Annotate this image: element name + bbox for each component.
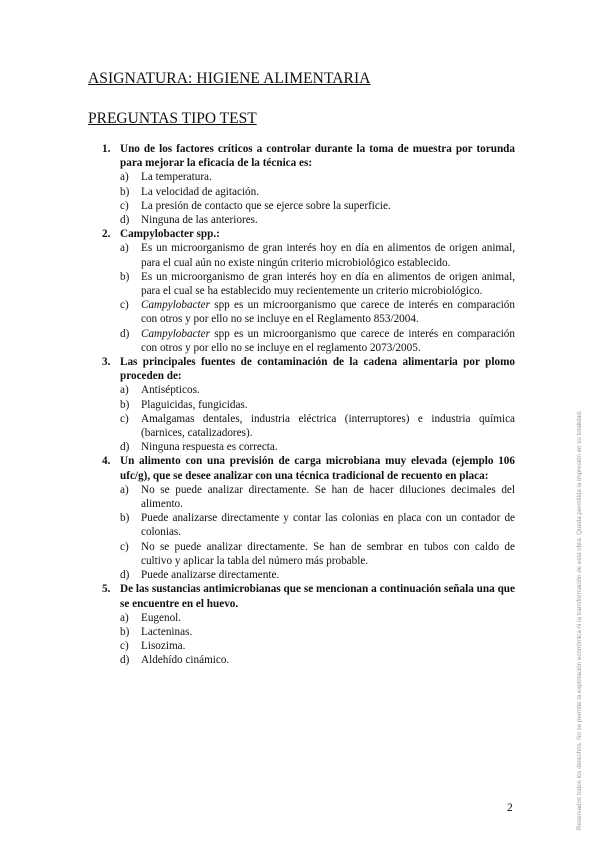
page-number: 2 xyxy=(507,802,513,814)
subject-heading: ASIGNATURA: HIGIENE ALIMENTARIA xyxy=(88,70,371,87)
option-text xyxy=(141,214,258,226)
answer-option xyxy=(120,412,515,440)
option-text xyxy=(141,541,515,567)
option-letter: b) xyxy=(120,398,130,411)
question-item xyxy=(88,582,515,667)
option-body: Lisozima. xyxy=(141,640,186,653)
option-text xyxy=(141,200,391,212)
answer-options xyxy=(120,383,515,454)
option-body: spp es un microorganismo que carece de interés en comparación con otros y por ello no se incluye en el Reglamento 853/2004. xyxy=(141,299,515,326)
option-letter: b) xyxy=(120,625,130,638)
option-letter: d) xyxy=(120,569,130,582)
answer-option xyxy=(120,440,515,454)
answer-option xyxy=(120,199,515,213)
option-letter: d) xyxy=(120,214,130,227)
option-letter: b) xyxy=(120,270,130,283)
question-text: Las principales fuentes de contaminación de la cadena alimentaria por plomo proceden de: xyxy=(120,356,515,383)
answer-options xyxy=(120,611,515,668)
answer-option xyxy=(120,511,515,539)
option-letter: c) xyxy=(120,299,129,312)
option-text xyxy=(141,654,229,666)
option-letter: c) xyxy=(120,540,129,553)
option-letter: d) xyxy=(120,441,130,454)
option-body: Es un microorganismo de gran interés hoy en día en alimentos de origen animal, para el cual aún no existe ningún criterio microbiológico establecido. xyxy=(141,242,515,269)
option-text xyxy=(141,299,515,325)
option-body: spp es un microorganismo que carece de interés en comparación con otros y por ello no se incluye en el reglamento 2073/2005. xyxy=(141,327,515,354)
question-item xyxy=(88,454,515,582)
question-number: 3. xyxy=(102,356,111,369)
option-body: Puede analizarse directamente. xyxy=(141,569,280,582)
question-text: Uno de los factores críticos a controlar durante la toma de muestra por torunda para mejorar la eficacia de la técnica es: xyxy=(120,143,515,170)
option-letter: d) xyxy=(120,327,130,340)
option-body: Puede analizarse directamente y contar las colonias en placa con un contador de colonias. xyxy=(141,512,515,539)
option-text xyxy=(141,328,515,354)
option-body: Eugenol. xyxy=(141,611,182,624)
option-body: Lacteninas. xyxy=(141,625,193,638)
answer-option xyxy=(120,170,515,184)
option-letter: a) xyxy=(120,171,129,184)
answer-options xyxy=(120,241,515,355)
question-text: Campylobacter spp.: xyxy=(120,228,220,241)
option-text xyxy=(141,569,279,581)
question-number: 5. xyxy=(102,583,111,596)
answer-option xyxy=(120,270,515,298)
option-letter: a) xyxy=(120,611,129,624)
answer-option xyxy=(120,639,515,653)
question-item xyxy=(88,142,515,227)
answer-option xyxy=(120,483,515,511)
option-text xyxy=(141,384,200,396)
option-text xyxy=(141,484,515,510)
option-letter: a) xyxy=(120,242,129,255)
option-letter: a) xyxy=(120,384,129,397)
option-text xyxy=(141,512,515,538)
option-body: Ninguna respuesta es correcta. xyxy=(141,441,278,454)
option-body: Ninguna de las anteriores. xyxy=(141,214,258,227)
answer-option xyxy=(120,540,515,568)
option-letter: d) xyxy=(120,654,130,667)
option-letter: b) xyxy=(120,185,130,198)
answer-option xyxy=(120,213,515,227)
option-letter: c) xyxy=(120,640,129,653)
option-italic-term: Campylobacter xyxy=(141,299,210,312)
option-text xyxy=(141,640,185,652)
option-text xyxy=(141,612,181,624)
option-body: Aldehído cinámico. xyxy=(141,654,230,667)
option-letter: c) xyxy=(120,199,129,212)
answer-option xyxy=(120,625,515,639)
question-list xyxy=(88,142,515,668)
option-body: Antisépticos. xyxy=(141,384,200,397)
option-text xyxy=(141,626,192,638)
question-text: De las sustancias antimicrobianas que se mencionan a continuación señala una que se encuentre en el huevo. xyxy=(120,583,515,610)
option-body: La temperatura. xyxy=(141,171,212,184)
option-body: Amalgamas dentales, industria eléctrica (interruptores) e industria química (barnices, catalizadores). xyxy=(141,412,515,440)
option-text xyxy=(141,399,248,411)
answer-option xyxy=(120,327,515,355)
option-text xyxy=(141,413,515,439)
answer-option xyxy=(120,298,515,326)
question-number: 1. xyxy=(102,143,111,155)
question-item xyxy=(88,227,515,355)
option-text xyxy=(141,441,278,453)
option-body: Es un microorganismo de gran interés hoy en día en alimentos de origen animal, para el cual se ha establecido muy recientemente un criterio microbiológico. xyxy=(141,270,515,298)
option-body: No se puede analizar directamente. Se han de sembrar en tubos con caldo de cultivo y aplicar la tabla del número más probable. xyxy=(141,540,515,567)
option-body: No se puede analizar directamente. Se han de hacer diluciones decimales del alimento. xyxy=(141,483,515,511)
option-body: La presión de contacto que se ejerce sobre la superficie. xyxy=(141,199,391,212)
answer-option xyxy=(120,653,515,667)
option-letter: c) xyxy=(120,412,129,425)
option-body: La velocidad de agitación. xyxy=(141,185,260,198)
answer-option xyxy=(120,611,515,625)
answer-option xyxy=(120,568,515,582)
option-text xyxy=(141,271,515,297)
answer-option xyxy=(120,185,515,199)
option-italic-term: Campylobacter xyxy=(141,327,210,340)
option-text xyxy=(141,186,259,198)
answer-option xyxy=(120,241,515,269)
question-text: Un alimento con una previsión de carga microbiana muy elevada (ejemplo 106 ufc/g), que se desee analizar con una técnica tradicional de recuento en placa: xyxy=(120,455,515,482)
question-number: 2. xyxy=(102,228,111,241)
option-body: Plaguicidas, fungicidas. xyxy=(141,398,248,411)
question-item xyxy=(88,355,515,454)
option-letter: b) xyxy=(120,512,130,525)
rights-notice: Reservados todos los derechos. No se permite la explotación económica ni la transformación de esta obra. Queda permitida la impresión en su totalidad. xyxy=(576,410,583,830)
option-text xyxy=(141,171,212,183)
option-text xyxy=(141,242,515,268)
answer-options xyxy=(120,170,515,227)
section-heading: PREGUNTAS TIPO TEST xyxy=(88,110,257,127)
answer-option xyxy=(120,398,515,412)
option-letter: a) xyxy=(120,483,129,496)
answer-options xyxy=(120,483,515,582)
answer-option xyxy=(120,383,515,397)
question-number: 4. xyxy=(102,455,111,468)
